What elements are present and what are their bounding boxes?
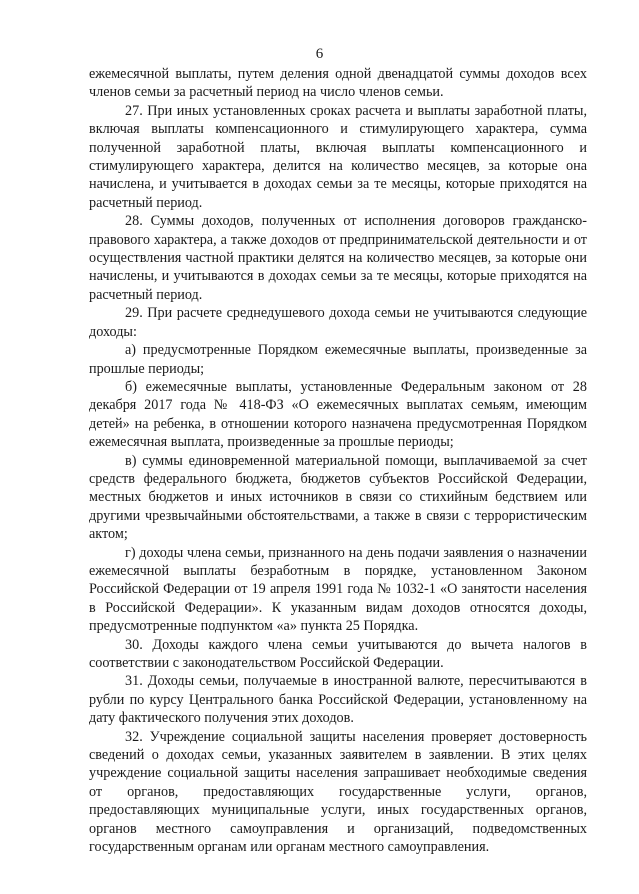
list-item-b: б) ежемесячные выплаты, установленные Федеральным законом от 28 декабря 2017 года № 418-ФЗ «О ежемесячных выплатах семьям, имеющим детей» на ребенка, в отношении которого назначена предусмотренная Порядком ежемесячная выплата, произведенные за прошлые периоды; xyxy=(89,378,587,451)
document-body xyxy=(89,65,587,856)
paragraph-30: 30. Доходы каждого члена семьи учитываются до вычета налогов в соответствии с законодательством Российской Федерации. xyxy=(89,636,587,671)
paragraph-27: 27. При иных установленных сроках расчета и выплаты заработной платы, включая выплаты компенсационного и стимулирующего характера, сумма полученной заработной платы, включая выплаты компенсационного и стимулирующего характера, делится на количество месяцев, за которые она начислена, и учитывается в доходах семьи за те месяцы, которые приходятся на расчетный период. xyxy=(89,102,587,211)
paragraph-31: 31. Доходы семьи, получаемые в иностранной валюте, пересчитываются в рубли по курсу Центрального банка Российской Федерации, установленному на дату фактического получения этих доходов. xyxy=(89,673,587,727)
page-number: 6 xyxy=(315,46,324,62)
list-item-a: а) предусмотренные Порядком ежемесячные выплаты, произведенные за прошлые периоды; xyxy=(89,342,587,377)
paragraph-29: 29. При расчете среднедушевого дохода семьи не учитываются следующие доходы: xyxy=(89,305,587,340)
list-item-g: г) доходы члена семьи, признанного на день подачи заявления о назначении ежемесячной выплаты безработным в порядке, установленном Законом Российской Федерации от 19 апреля 1991 года № 1032-1 «О занятости населения в Российской Федерации». К указанным видам доходов относятся доходы, предусмотренные подпунктом «а» пункта 25 Порядка. xyxy=(89,544,587,635)
list-item-v: в) суммы единовременной материальной помощи, выплачиваемой за счет средств федерального бюджета, бюджетов субъектов Российской Федерации, местных бюджетов и иных источников в связи со стихийным бедствием или другими чрезвычайными обстоятельствами, а также в связи с террористическим актом; xyxy=(89,452,587,543)
paragraph-32: 32. Учреждение социальной защиты населения проверяет достоверность сведений о доходах семьи, указанных заявителем в заявлении. В этих целях учреждение социальной защиты населения запрашивает необходимые сведения от органов, предоставляющих государственные услуги, органов, предоставляющих муниципальные услуги, иных государственных органов, органов местного самоуправления и организаций, подведомственных государственным органам или органам местного самоуправления. xyxy=(89,728,587,856)
paragraph-28: 28. Суммы доходов, полученных от исполнения договоров гражданско-правового характера, а также доходов от предпринимательской деятельности и от осуществления частной практики делятся на количество месяцев, за которые они начислены, и учитываются в доходах семьи за те месяцы, которые приходятся на расчетный период. xyxy=(89,213,587,303)
paragraph-continuation: ежемесячной выплаты, путем деления одной двенадцатой суммы доходов всех членов семьи за расчетный период на число членов семьи. xyxy=(89,66,587,101)
